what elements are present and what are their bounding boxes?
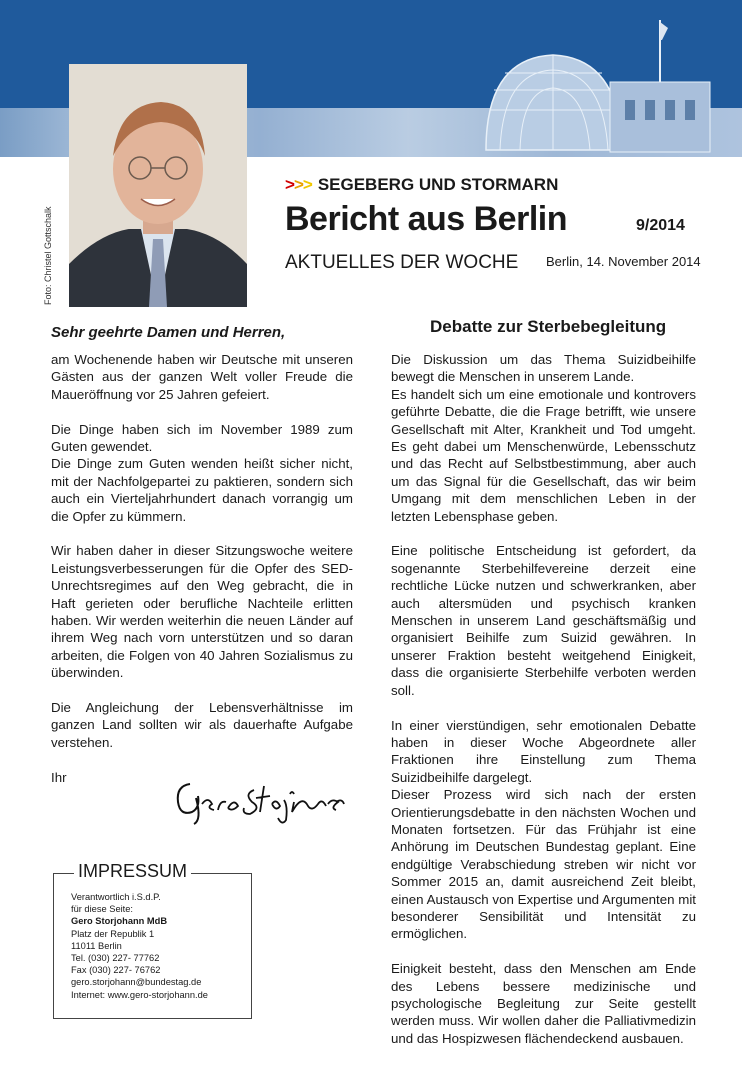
- letter-paragraph: Die Angleichung der Lebensverhältnisse im ganzen Land sollten wir als dauerhafte Aufgabe verstehen.: [51, 700, 353, 750]
- letter-body: [51, 351, 353, 803]
- article-heading: Debatte zur Sterbebegleitung: [430, 317, 667, 336]
- issue-number: 9/2014: [636, 217, 685, 234]
- article-paragraph: Dieser Prozess wird sich nach der ersten Orientierungsdebatte in den nächsten Wochen und Monaten fortsetzen. Für das Frühjahr ist eine Anhörung im Deutschen Bundestag geplant. Eine endgültige Verabschiedung streben wir nicht vor Sommer 2015 an, damit ausreichend Zeit bleibt, einen Austausch von Expertise und Argumenten mit besonderer Sensibilität und Intensität zu ermöglichen.: [391, 787, 696, 942]
- letter-paragraph: am Wochenende haben wir Deutsche mit unseren Gästen aus der ganzen Welt voller Freude die Maueröffnung vor 25 Jahren gefeiert.: [51, 352, 353, 402]
- letter-paragraph: Die Dinge haben sich im November 1989 zum Guten gewendet.: [51, 421, 353, 455]
- impressum-body: [71, 891, 208, 1001]
- impressum-line: Platz der Republik 1: [71, 928, 155, 939]
- impressum-line: 11011 Berlin: [71, 940, 122, 951]
- impressum-website[interactable]: Internet: www.gero-storjohann.de: [71, 989, 208, 1000]
- impressum-line: Tel. (030) 227- 77762: [71, 953, 160, 964]
- portrait-photo: [69, 64, 247, 307]
- portrait-image: [69, 64, 247, 307]
- page-title: Bericht aus Berlin: [285, 200, 567, 238]
- arrows-icon: >>>: [285, 175, 312, 194]
- signature-icon: [172, 772, 347, 827]
- article-body: [391, 351, 696, 1065]
- newsletter-kicker: [285, 175, 558, 195]
- impressum-line: Fax (030) 227- 76762: [71, 965, 161, 976]
- article-paragraph: Es handelt sich um eine emotionale und kontrovers geführte Debatte, die die Frage betrifft, wie unsere Gesellschaft mit Alter, Krankheit und Tod umgeht. Es geht dabei um Menschenwürde, Lebensschutz und das Recht auf Selbstbestimmung, aber auch um das Signal für die Gesellschaft, das wir beim Umgang mit dem menschlichen Leben in der letzten Lebensphase geben.: [391, 386, 696, 524]
- impressum-line: für diese Seite:: [71, 904, 134, 915]
- letter-closing: Ihr: [51, 769, 67, 785]
- letter-paragraph: Die Dinge zum Guten wenden heißt sicher nicht, mit der Nachfolgepartei zu paktieren, sondern sich auch ein Vierteljahrhundert danach vorrangig um die Opfer zu kümmern.: [51, 456, 353, 524]
- letter-greeting: Sehr geehrte Damen und Herren,: [51, 324, 286, 341]
- article-paragraph: In einer vierstündigen, sehr emotionalen Debatte haben in dieser Woche Abgeordnete aller Fraktionen ihre Einstellung zum Thema Suizidbeihilfe dargelegt.: [391, 717, 696, 785]
- impressum-email[interactable]: gero.storjohann@bundestag.de: [71, 977, 202, 988]
- impressum-title: IMPRESSUM: [74, 861, 191, 882]
- photo-credit: Foto: Christel Gottschalk: [43, 206, 53, 305]
- publication-date: Berlin, 14. November 2014: [546, 254, 701, 269]
- impressum-line: Gero Storjohann MdB: [71, 916, 168, 927]
- page-subtitle: AKTUELLES DER WOCHE: [285, 252, 519, 273]
- impressum-box: [53, 861, 252, 1019]
- article-paragraph: Einigkeit besteht, dass den Menschen am Ende des Lebens bessere medizinische und psychologische Begleitung zur Seite gestellt werden muss. Wir wollen daher die Palliativmedizin und das Hospizwesen flächendeckend ausbauen.: [391, 961, 696, 1046]
- kicker-text: SEGEBERG UND STORMARN: [317, 175, 559, 194]
- impressum-line: Verantwortlich i.S.d.P.: [71, 892, 161, 902]
- article-paragraph: Die Diskussion um das Thema Suizidbeihilfe bewegt die Menschen in unserem Lande.: [391, 352, 696, 385]
- article-paragraph: Eine politische Entscheidung ist gefordert, da sogenannte Sterbehilfevereine derzeit eine rechtliche Lücke nutzen und schwerkranken, aber auch altersmüden und psychisch kranken Menschen in unserem Land geschäftsmäßig und organisiert Beihilfe zum Suizid gewähren. In unserer Fraktion besteht weitgehend Einigkeit, dass die organisierte Sterbehilfe verboten werden soll.: [391, 543, 696, 698]
- letter-paragraph: Wir haben daher in dieser Sitzungswoche weitere Leistungsverbesserungen für die Opfer des SED-Unrechtsregimes auf den Weg gebracht, die in Haft gerieten oder berufliche Nachteile erlitten haben. Wir werden weiterhin die neuen Länder auf ihrem Weg nach vorn unterstützen und so daran arbeiten, die Folgen von 40 Jahren Sozialismus zu überwinden.: [51, 543, 353, 681]
